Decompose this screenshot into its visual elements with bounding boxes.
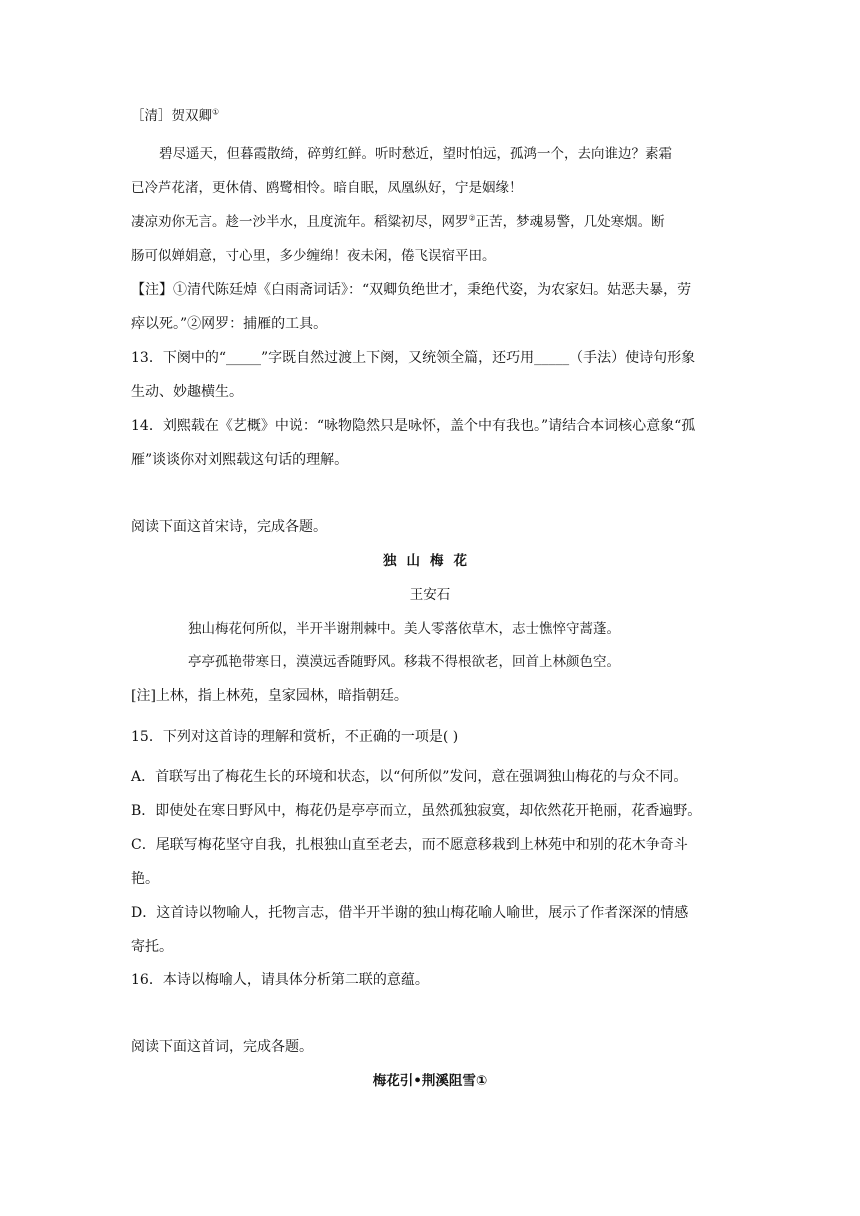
poem1-line: 肠可似婵娟意，寸心里，多少缠绵！夜未闲，倦飞误宿平田。 (131, 248, 496, 264)
question-14: 14．刘熙载在《艺概》中说：“咏物隐然只是咏怀，盖个中有我也。”请结合本词核心意象“孤 (131, 418, 696, 434)
poem1-line: 碧尽遥天，但暮霞散绮，碎剪红鲜。听时愁近，望时怕远，孤鸿一个，去向谁边？素霜 (159, 146, 672, 162)
poem2-author: 王安石 (409, 587, 451, 603)
option-c: 艳。 (131, 871, 159, 887)
poem2-line: 独山梅花何所似，半开半谢荆棘中。美人零落依草木，志士憔悴守蒿蓬。 (188, 621, 620, 637)
author-name: ［清］贺双卿 (131, 108, 212, 124)
section-intro: 阅读下面这首词，完成各题。 (131, 1039, 313, 1055)
option-d: 寄托。 (131, 939, 173, 955)
poem2-note: [注]上林，指上林苑，皇家园林，暗指朝廷。 (131, 688, 408, 704)
poem1-note: 【注】①清代陈廷焯《白雨斋词话》：“双卿负绝世才，秉绝代姿，为农家妇。姑恶夫暴，劳 (131, 282, 692, 298)
poem1-line: 已冷芦花渚，更休倩、鸥鹭相怜。暗自眠，凤凰纵好，宁是姻缘！ (131, 180, 523, 196)
option-a: A．首联写出了梅花生长的环境和状态，以“何所似”发问，意在强调独山梅花的与众不同。 (131, 769, 688, 785)
poem2-title: 独山梅花 (383, 553, 477, 569)
question-13: 13．下阕中的“_____”字既自然过渡上下阕，又统领全篇，还巧用_____（手法）使诗句形象 (131, 350, 696, 366)
question-15: 15．下列对这首诗的理解和赏析，不正确的一项是( ) (131, 729, 459, 745)
option-c: C．尾联写梅花坚守自我，扎根独山直至老去，而不愿意移栽到上林苑中和别的花木争奇斗 (131, 837, 688, 853)
poem1-line (131, 212, 665, 232)
note-ref: ① (212, 107, 220, 117)
poem1-note: 瘁以死。”②网罗：捕雁的工具。 (131, 316, 328, 332)
poem3-title: 梅花引•荆溪阻雪① (372, 1073, 488, 1089)
poem1-line-part: 正苦，梦魂易警，几处寒烟。断 (475, 214, 665, 230)
section-intro: 阅读下面这首宋诗，完成各题。 (131, 519, 327, 535)
poem1-line-part: 凄凉劝你无言。趁一沙半水，且度流年。稻粱初尽，网罗 (131, 214, 469, 230)
option-d: D．这首诗以物喻人，托物言志，借半开半谢的独山梅花喻人喻世，展示了作者深深的情感 (131, 905, 689, 921)
option-b: B．即使处在寒日野风中，梅花仍是亭亭而立，虽然孤独寂寞，却依然花开艳丽，花香遍野。 (131, 803, 702, 819)
question-13: 生动、妙趣横生。 (131, 384, 243, 400)
question-16: 16．本诗以梅喻人，请具体分析第二联的意蕴。 (131, 972, 429, 988)
poem1-author (131, 106, 219, 126)
poem2-line: 亭亭孤艳带寒日，漠漠远香随野风。移栽不得根欲老，回首上林颜色空。 (188, 654, 620, 670)
question-14: 雁”谈谈你对刘熙载这句话的理解。 (131, 452, 349, 468)
note-ref: ② (468, 213, 476, 223)
